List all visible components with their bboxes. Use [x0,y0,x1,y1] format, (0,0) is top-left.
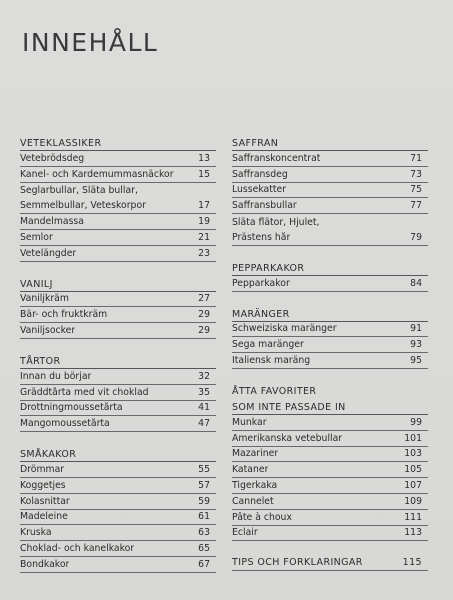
toc-entry-label: Pâte à choux [232,511,292,523]
toc-entry-label: Mangomoussetårta [20,418,110,430]
toc-entry [20,416,216,432]
toc-entry-label: Amerikanska vetebullar [232,432,343,444]
toc-entry-label: Prästens hår [232,231,291,243]
toc-entry-label: Saffranskoncentrat [232,152,321,164]
toc-entry [20,230,216,246]
toc-entry [20,510,216,526]
toc-entry-label: Munkar [232,416,267,428]
toc-entry [232,415,428,431]
section-heading: VETEKLASSIKER [20,135,216,151]
section-heading-label: TIPS OCH FÖRKLARINGAR [232,557,363,569]
toc-section [20,135,216,262]
toc-entry [232,214,428,230]
toc-entry-page: 99 [410,416,422,428]
toc-entry [20,369,216,385]
toc-section [20,353,216,432]
toc-entry-label: Innan du börjar [20,370,92,382]
toc-entry-label: Koggetjes [20,479,66,491]
toc-entry-label: Bär- och fruktkräm [20,309,108,321]
toc-entry-label: Italiensk maräng [232,354,311,366]
toc-entry-page: 107 [404,479,422,491]
toc-entry-label: Vetebrödsdeg [20,152,85,164]
toc-entry-page: 71 [410,152,422,164]
toc-entry-label: Saffransbullar [232,200,297,212]
toc-entry-label: Vaniljsocker [20,324,76,336]
toc-entry-label: Choklad- och kanelkakor [20,542,135,554]
toc-entry [20,401,216,417]
toc-entry [232,478,428,494]
toc-entry [232,230,428,246]
toc-entry [20,246,216,262]
toc-entry-page: 61 [198,511,210,523]
toc-entry [20,292,216,308]
toc-entry-label: Drottningmoussetårta [20,402,123,414]
toc-entry-page: 91 [410,323,422,335]
toc-entry [232,198,428,214]
toc-entry-page: 105 [404,464,422,476]
toc-entry [232,510,428,526]
toc-entry [20,494,216,510]
section-heading: SMÅKAKOR [20,446,216,462]
toc-entry-page: 15 [198,168,210,180]
toc-entry [20,214,216,230]
section-heading: ÅTTA FAVORITER [232,385,317,397]
toc-entry-page: 41 [198,402,210,414]
toc-section [232,135,428,246]
toc-entry [232,526,428,542]
toc-entry-page: 65 [198,542,210,554]
toc-entry [20,557,216,573]
toc-entry-page: 19 [198,215,210,227]
section-heading: VANILJ [20,276,216,292]
toc-entry-label: Gräddtårta med vit choklad [20,386,149,398]
toc-entry-label: Mazariner [232,448,279,460]
toc-entry-label: Vetelängder [20,247,77,259]
toc-entry [232,322,428,338]
toc-entry-page: 113 [404,527,422,539]
toc-entry-label: Pepparkakor [232,277,290,289]
toc-entry [20,307,216,323]
toc-entry-label: Seglarbullar, Släta bullar, [20,185,138,197]
toc-entry-page: 93 [410,339,422,351]
toc-entry [232,151,428,167]
toc-entry [232,462,428,478]
toc-entry-label: Kolasnittar [20,495,70,507]
toc-entry-page: 77 [410,200,422,212]
toc-section [232,383,428,541]
toc-entry [232,494,428,510]
toc-entry-page: 109 [404,495,422,507]
toc-section [20,446,216,573]
toc-entry-label: Tigerkaka [232,479,278,491]
toc-entry-page: 111 [404,511,422,523]
toc-entry-page: 29 [198,309,210,321]
toc-entry-label: Vaniljkräm [20,293,69,305]
toc-entry-label: Sega maränger [232,339,304,351]
toc-entry-label: Schweiziska maränger [232,323,337,335]
toc-entry-page: 84 [410,277,422,289]
toc-entry [232,183,428,199]
toc-entry-page: 63 [198,527,210,539]
toc-entry-page: 17 [198,200,210,212]
toc-entry [20,462,216,478]
section-heading-page: 115 [402,557,422,569]
toc-entry-label: Släta flätor, Hjulet, [232,216,320,228]
toc-entry [232,431,428,447]
toc-entry-label: Semmelbullar, Veteskorpor [20,200,146,212]
toc-entry-page: 75 [410,184,422,196]
toc-entry [20,385,216,401]
toc-entry [232,167,428,183]
toc-section [232,260,428,292]
toc-entry [232,337,428,353]
toc-entry-page: 47 [198,418,210,430]
toc-entry-page: 55 [198,463,210,475]
toc-entry-label: Lussekatter [232,184,287,196]
toc-section [20,276,216,339]
toc-entry-page: 59 [198,495,210,507]
toc-entry-page: 32 [198,370,210,382]
toc-entry [20,478,216,494]
toc-entry [20,323,216,339]
toc-entry [20,541,216,557]
toc-entry [20,167,216,183]
toc-entry [20,183,216,199]
section-heading: SAFFRAN [232,135,428,151]
toc-entry-page: 23 [198,247,210,259]
toc-entry-page: 79 [410,231,422,243]
toc-entry [232,353,428,369]
toc-entry-page: 13 [198,152,210,164]
toc-entry-page: 29 [198,324,210,336]
toc-entry-label: Mandelmassa [20,215,84,227]
toc-entry-label: Madeleine [20,511,68,523]
toc-entry-page: 57 [198,479,210,491]
toc-entry-page: 95 [410,354,422,366]
toc-entry-page: 21 [198,231,210,243]
toc-entry-label: Kruska [20,527,52,539]
toc-entry-label: Kanel- och Kardemummasnäckor [20,168,174,180]
toc-entry-page: 27 [198,293,210,305]
toc-entry [20,525,216,541]
toc-entry-label: Semlor [20,231,53,243]
toc-entry [232,276,428,292]
page-title: INNEHÅLL [22,28,159,57]
section-heading: MARÄNGER [232,306,428,322]
toc-column-right [232,135,428,585]
toc-entry [20,198,216,214]
toc-section [232,555,428,571]
toc-entry-page: 35 [198,386,210,398]
toc-entry-label: Kataner [232,464,269,476]
toc-entry-page: 67 [198,558,210,570]
section-heading [232,555,428,571]
toc-entry-label: Cannelet [232,495,274,507]
toc-section [232,306,428,369]
toc-entry [232,447,428,463]
toc-entry-label: Bondkakor [20,558,70,570]
toc-entry-label: Saffransdeg [232,168,288,180]
toc-entry [20,151,216,167]
toc-entry-page: 73 [410,168,422,180]
toc-entry-page: 101 [404,432,422,444]
toc-entry-label: Drömmar [20,463,65,475]
section-subheading: SOM INTE PASSADE IN [232,399,428,415]
section-heading: TÅRTOR [20,353,216,369]
toc-column-left [20,135,216,587]
toc-entry-page: 103 [404,448,422,460]
toc-entry-label: Éclair [232,527,258,539]
section-heading: PEPPARKAKOR [232,260,428,276]
